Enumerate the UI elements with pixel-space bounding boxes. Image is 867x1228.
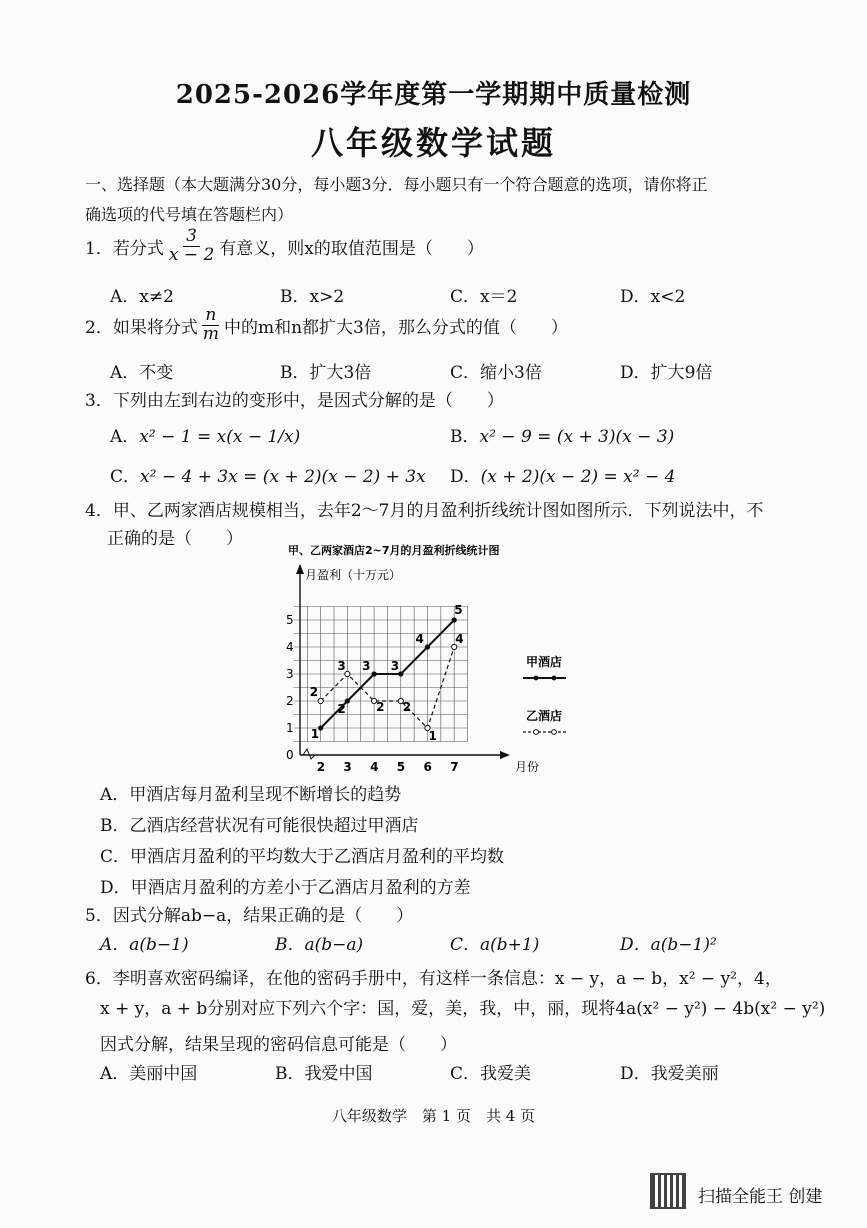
legend-label-yi: 乙酒店 [526,709,563,723]
question-3 [85,386,504,411]
legend-marker-jia [552,676,557,681]
q5-option-c: C．a(b+1) [450,935,540,955]
legend-marker-yi [534,730,539,735]
question-5 [85,901,413,926]
question-6-line1 [85,964,782,989]
q6-option-a: A．美丽中国 [100,1064,198,1084]
y-tick-label: 0 [286,748,294,762]
x-tick-label: 5 [396,760,406,774]
q4-text-line1: 甲、乙两家酒店规模相当，去年2～7月的月盈利折线统计图如图所示．下列说法中，不 [112,501,764,521]
x-axis-arrow [500,751,510,759]
data-point-yi [318,698,323,703]
profit-line-chart [270,538,600,778]
q5-option-d: D．a(b−1)² [620,935,717,955]
data-label-jia: 4 [415,632,424,646]
q4-option-a: A．甲酒店每月盈利呈现不断增长的趋势 [100,785,402,805]
y-tick-label: 3 [286,667,294,681]
data-label-yi: 3 [337,659,346,673]
data-label-yi: 2 [376,700,385,714]
data-label-jia: 1 [310,727,320,741]
q3-option-c-expr: x² − 4 + 3x = (x + 2)(x − 2) + 3x [140,467,426,487]
q4-option-c: C．甲酒店月盈利的平均数大于乙酒店月盈利的平均数 [100,847,505,867]
data-label-yi: 2 [309,685,319,699]
q2-frac-num: n [202,307,219,326]
question-1 [85,228,484,265]
qr-code-icon [650,1173,686,1209]
data-point-jia [425,644,430,649]
q1-frac-num: 3 [183,228,200,247]
q2-option-c: C．缩小3倍 [450,363,542,383]
q5-option-a: A．a(b−1) [100,935,189,955]
data-point-jia [452,617,457,622]
data-label-jia: 2 [337,702,346,716]
exam-subtitle: 八年级数学试题 [310,124,556,162]
data-label-jia: 3 [390,659,400,673]
q1-fraction [166,228,217,265]
q2-suffix: 中的m和n都扩大3倍，那么分式的值（ ） [223,317,568,338]
q5-option-b: B．a(b−a) [275,935,364,955]
q3-option-b-label: B． [450,427,480,447]
x-tick-label: 6 [423,760,432,774]
q1-number: 1． [85,238,113,259]
q1-option-c: C．x＝2 [450,287,518,307]
q2-number: 2． [85,317,113,338]
y-tick-label: 1 [286,721,294,735]
section-instructions-line2: 确选项的代号填在答题栏内） [85,205,294,224]
q6-number: 6． [85,969,113,989]
q4-option-d: D．甲酒店月盈利的方差小于乙酒店月盈利的方差 [100,878,471,898]
section-instructions-line1: 一、选择题（本大题满分30分，每小题3分．每小题只有一个符合题意的选项，请你将正 [85,175,708,194]
x-tick-label: 2 [316,760,326,774]
data-label-jia: 3 [362,659,371,673]
q2-option-a: A．不变 [110,363,174,383]
data-label-yi: 4 [455,632,464,646]
data-label-jia: 5 [454,603,463,617]
chart-title: 甲、乙两家酒店2~7月的月盈利折线统计图 [288,544,500,557]
y-axis-label: 月盈利（十万元） [305,568,402,582]
axis-break-icon [303,749,315,759]
q1-option-a: A．x≠2 [110,287,174,307]
q6-text-line1: 李明喜欢密码编译，在他的密码手册中，有这样一条信息：x − y，a − b，x² − y²，4， [112,969,782,989]
scanner-watermark: 扫描全能王 创建 [698,1187,823,1207]
q3-option-a-label: A． [110,427,140,447]
data-label-yi: 1 [428,729,437,743]
q3-option-c-label: C． [110,467,141,487]
exam-title: 2025-2026学年度第一学期期中质量检测 [175,80,692,110]
q3-text: 下列由左到右边的变形中，是因式分解的是（ ） [112,391,504,411]
q2-fraction [200,307,222,344]
data-label-yi: 2 [402,700,412,714]
legend-label-jia: 甲酒店 [526,655,563,669]
q2-frac-den: m [202,323,219,344]
x-axis-label: 月份 [515,760,540,774]
y-tick-label: 2 [286,694,294,708]
q6-option-b: B．我爱中国 [275,1064,373,1084]
q2-prefix: 如果将分式 [112,317,198,338]
y-tick-label: 5 [286,613,294,627]
q6-option-d: D．我爱美丽 [620,1064,719,1084]
q5-number: 5． [85,906,113,926]
q2-option-d: D．扩大9倍 [620,363,713,383]
q1-option-d: D．x<2 [620,287,686,307]
legend-marker-jia [534,676,539,681]
page-footer: 八年级数学 第 1 页 共 4 页 [331,1107,536,1125]
x-tick-label: 7 [450,760,459,774]
q3-option-c [110,462,426,487]
q5-text: 因式分解ab−a，结果正确的是（ ） [112,906,414,926]
q4-number: 4． [85,501,113,521]
q3-option-b [450,422,674,447]
legend-marker-yi [552,730,557,735]
question-4-line1 [85,496,763,521]
data-point-jia [371,671,376,676]
q3-option-d-label: D． [450,467,481,487]
q1-suffix: 有意义，则x的取值范围是（ ） [219,238,484,259]
q3-number: 3． [85,391,113,411]
q3-option-a [110,422,300,447]
q1-frac-den: x − 2 [168,244,215,265]
x-tick-label: 3 [343,760,352,774]
q4-option-b: B．乙酒店经营状况有可能很快超过甲酒店 [100,816,419,836]
y-tick-label: 4 [286,640,294,654]
question-2 [85,307,568,344]
q3-option-d-expr: (x + 2)(x − 2) = x² − 4 [480,467,676,487]
question-6-line2: x + y，a + b分别对应下列六个字：国，爱，美，我，中，丽，现将4a(x² − y²) − 4b(x² − y²) [100,999,826,1019]
q1-prefix: 若分式 [112,238,164,259]
q3-option-b-expr: x² − 9 = (x + 3)(x − 3) [479,427,675,447]
q3-option-a-expr: x² − 1 = x(x − 1/x) [139,427,301,447]
x-tick-label: 4 [370,760,379,774]
q2-option-b: B．扩大3倍 [280,363,372,383]
q3-option-d [450,462,675,487]
q6-option-c: C．我爱美 [450,1064,532,1084]
q1-option-b: B．x>2 [280,287,345,307]
question-4-line2: 正确的是（ ） [107,529,243,549]
y-axis-arrow [296,564,304,574]
question-6-line3: 因式分解，结果呈现的密码信息可能是（ ） [100,1035,457,1055]
